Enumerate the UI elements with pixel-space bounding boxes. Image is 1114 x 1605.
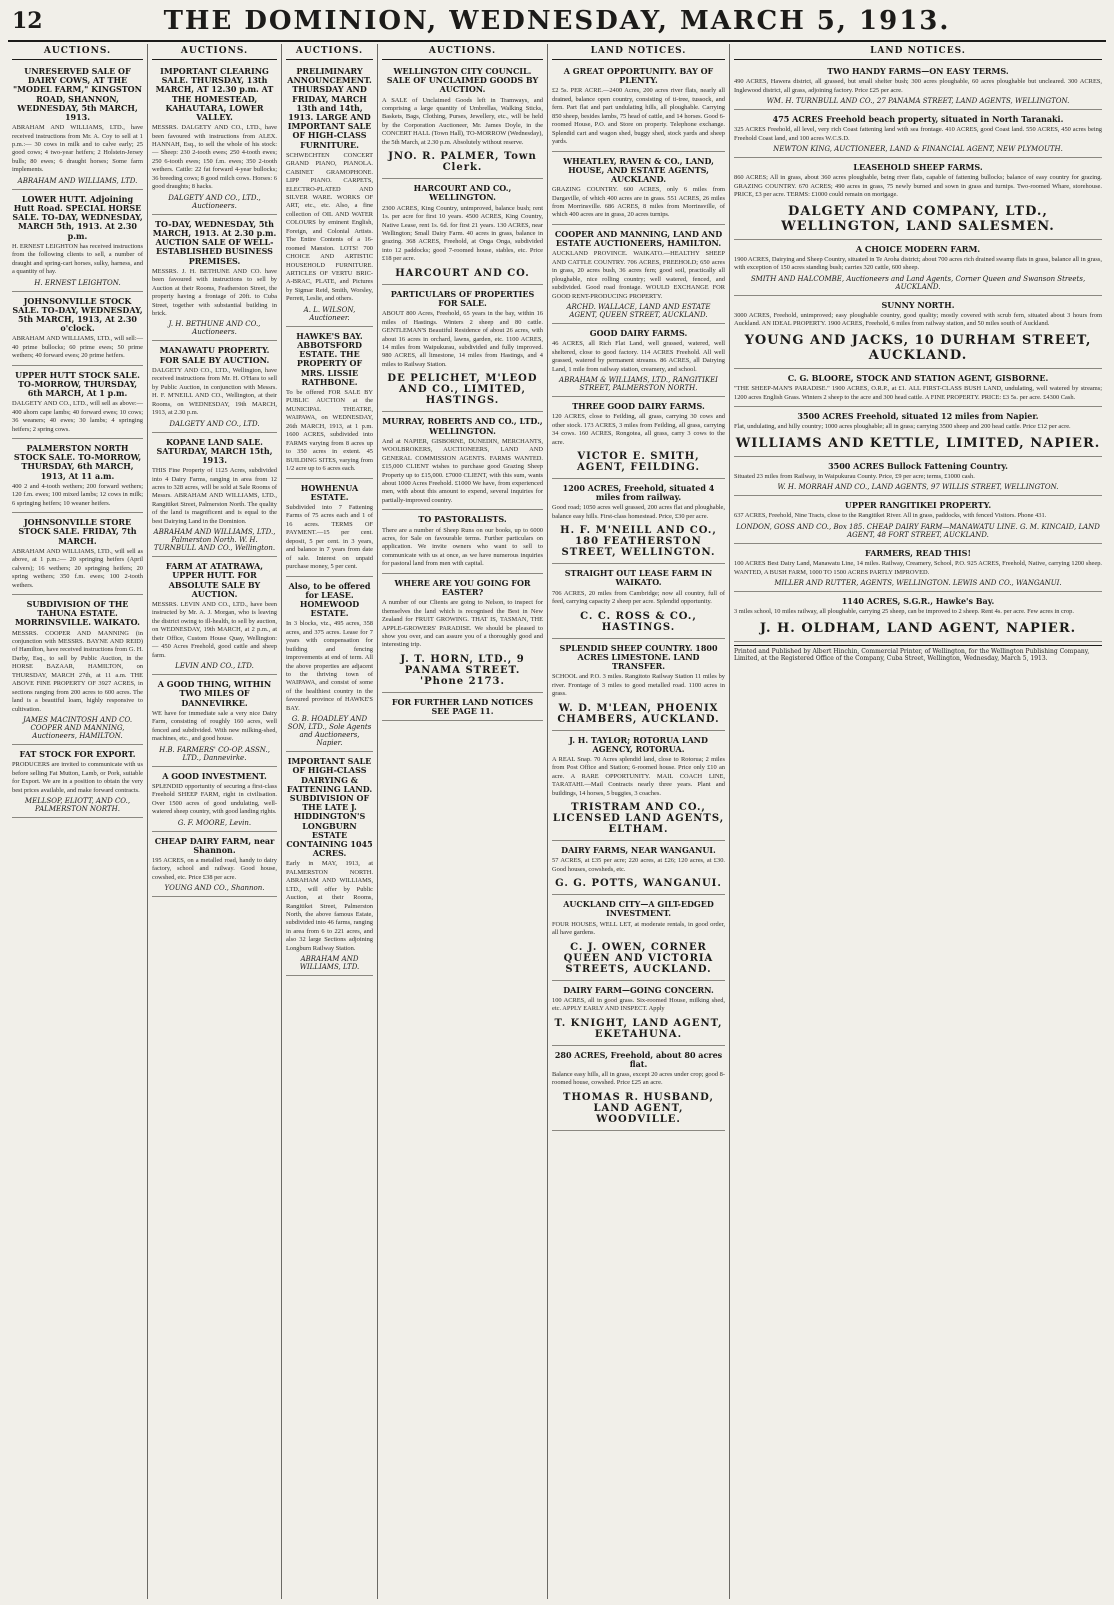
ad-title: UPPER HUTT STOCK SALE. TO-MORROW, THURSDAY, 6th MARCH, At 1 p.m. (15, 369, 140, 399)
advertisement (552, 227, 725, 324)
ad-signature: MILLER AND RUTTER, AGENTS, WELLINGTON. LEWIS AND CO., WANGANUI. (774, 579, 1062, 588)
ad-signature: HARCOURT AND CO. (395, 267, 530, 279)
masthead (8, 4, 1106, 42)
ad-title: 1200 ACRES, Freehold, situated 4 miles from railway. (562, 483, 715, 503)
ad-body: GRAZING COUNTRY. 600 ACRES, only 6 miles from Dargaville, of which 400 acres are in grass. 551 ACRES, 26 miles from Morrinsville. 686 ACRES, 8 miles from Morrinsville, of which 400 acres are in grass, 20 acres turnips. (552, 186, 725, 219)
ad-body: 46 ACRES, all Rich Flat Land, well grassed, watered, well sheltered, close to good factory. 114 ACRES Freehold. All well grassed, watered by permanent streams. 86 ACRES, all Dairying Land, 1 mile from railway station, creamery, and school. (552, 340, 725, 373)
ad-signature: LONDON, GOSS AND CO., Box 185. CHEAP DAIRY FARM—MANAWATU LINE. G. M. KINCAID, LAND AGENT, 48 FORT STREET, AUCKLAND. (736, 522, 1100, 539)
ad-body: 637 ACRES, Freehold, Nine Tracts, close to the Rangitikei River. All in grass, paddocks, with fenced Visitors. Phone 431. (734, 512, 1047, 520)
ad-body: 490 ACRES, Hawera district, all grassed, but small shelter bush; 300 acres ploughable, 60 acres ploughable but uncleared. 300 ACRES, Inglewood district, all grass, adjoining factory. Price £25 per acre. (734, 78, 1102, 94)
ad-title: 280 ACRES, Freehold, about 80 acres flat. (554, 1049, 723, 1069)
ad-body: ABOUT 800 Acres, Freehold, 65 years in the bay, within 16 miles of Hastings. Winters 2 sheep and 80 cattle. GENTLEMAN'S Beautiful Residence of about 26 acres, with about 16 acres in orchard, lawns, garden, etc. 1100 ACRES, 14 miles from Waipukurau, subdivided and fully improved. 980 ACRES, all limestone, 14 miles from Hastings, and 4 miles to Railway Station. (382, 310, 543, 368)
ad-title: SUNNY NORTH. (881, 299, 955, 310)
ad-title: HARCOURT AND CO., WELLINGTON. (413, 183, 512, 203)
ad-title: FARM AT ATATRAWA, UPPER HUTT. FOR ABSOLUTE SALE BY AUCTION. (165, 561, 264, 599)
ad-signature: YOUNG AND JACKS, 10 DURHAM STREET, AUCKLAND. (744, 332, 1092, 363)
advertisement (12, 597, 143, 745)
ad-body: 706 ACRES, 20 miles from Cambridge; now all country, full of feed, carrying capacity 2 sheep per acre. Splendid opportunity. (552, 589, 725, 606)
ad-title: TO-DAY, WEDNESDAY, 5th MARCH, 1913. At 2.30 p.m. AUCTION SALE OF WELL-ESTABLISHED BUSINESS PREMISES. (152, 218, 277, 266)
ad-title: IMPORTANT CLEARING SALE. THURSDAY, 13th MARCH, AT 12.30 p.m. AT THE HOMESTEAD, KAHAUTARA, LOWER VALLEY. (155, 66, 274, 122)
ad-signature: H. ERNEST LEIGHTON. (34, 278, 121, 287)
ad-body: MESSRS. LEVIN AND CO., LTD., have been instructed by Mr. A. J. Morgan, who is leaving the district owing to ill-health, to sell by auction, on WEDNESDAY, 19th MARCH, at 2 p.m., at their Office, Custom House Quay, Wellington:— 450 Acres Freehold, good cattle and sheep farm. (152, 600, 277, 659)
ad-title: KOPANE LAND SALE. SATURDAY, MARCH 15th, 1913. (156, 436, 273, 465)
ad-body: DALGETY AND CO., LTD., Wellington, have received instructions from Mr. H. O'Hara to sell by Public Auction, in conjunction with Messrs. H. F. M'NEILL AND CO., Wellington, at their Rooms, on WEDNESDAY, 19th MARCH, 1913, at 2.30 p.m. (152, 366, 277, 417)
ad-body: AUCKLAND PROVINCE. WAIKATO.—HEALTHY SHEEP AND CATTLE COUNTRY. 706 ACRES, FREEHOLD; 650 acres in grass, 20 acres bush, 36 acres fern; good soil, practically all ploughable, nice rolling country; well watered, fenced, and subdivided. Good road frontage. WOULD EXCHANGE FOR GOOD RENT-PRODUCING PROPERTY. (552, 250, 725, 300)
ad-signature: WILLIAMS AND KETTLE, LIMITED, NAPIER. (735, 435, 1101, 451)
ad-body: 57 ACRES, at £35 per acre; 220 acres, at £26; 120 acres, at £30. Good houses, cowsheds, etc. (552, 857, 725, 873)
advertisement (734, 594, 1102, 642)
ad-title: UPPER RANGITIKEI PROPERTY. (844, 500, 992, 511)
ad-title: PRELIMINARY ANNOUNCEMENT. THURSDAY AND FRIDAY, MARCH 13th and 14th, 1913. LARGE AND IMPORTANT SALE OF HIGH-CLASS FURNITURE. (287, 66, 372, 150)
ad-signature: H. F. M'NEILL AND CO., 180 FEATHERSTON STREET, WELLINGTON. (560, 525, 717, 559)
ad-signature: JAMES MACINTOSH AND CO. COOPER AND MANNING, Auctioneers, HAMILTON. (22, 716, 133, 741)
column-3 (282, 44, 378, 1599)
ad-title: THREE GOOD DAIRY FARMS. (572, 401, 705, 412)
ad-body: £2 5s. PER ACRE.—2400 Acres, 200 acres river flats, nearly all drained, balance open country, consisting of ti-tree, tussock, and fern. Part flat and part undulating hills, all ploughable. Carrying 850 sheep, besides lambs, 75 head of cattle, and 14 horses. Good 6-roomed House, P.O. and Store on property. Telephone exchange. Splendid cart and wagon shed, buggy shed, stock yards and sheep yards. (552, 87, 725, 146)
ad-title: TO PASTORALISTS. (418, 514, 507, 525)
ad-body: 3000 ACRES, Freehold, unimproved; easy ploughable country, good quality; mostly covered with scrub fern, situated about 3 hours from Auckland. AN IDEAL PROPERTY. 1900 ACRES, Freehold, 6 miles from railway station, and 50 miles south of Auckland. (734, 312, 1102, 328)
ad-title: LEASEHOLD SHEEP FARMS. (853, 162, 983, 173)
advertisement (552, 983, 725, 1046)
ad-body: SPLENDID opportunity of securing a first-class Freehold SHEEP FARM, right in civilisation. Over 1500 acres of good undulating, well-watered sheep country, with good landing rights. (152, 782, 277, 816)
ad-title: J. H. TAYLOR; ROTORUA LAND AGENCY, ROTORUA. (569, 734, 708, 754)
ad-signature: W. H. MORRAH AND CO., LAND AGENTS, 97 WILLIS STREET, WELLINGTON. (777, 483, 1059, 492)
ad-title: C. G. BLOORE, STOCK AND STATION AGENT, GISBORNE. (787, 372, 1049, 383)
ad-body: ABRAHAM AND WILLIAMS, LTD., will sell:— 40 prime bullocks; 60 prime ewes; 50 prime wethers; 40 forward ewes; 20 prime heifers. (12, 335, 143, 360)
ad-body: 195 ACRES, on a metalled road, handy to dairy factory, school and railway. Good house, cowshed, etc. Price £38 per acre. (152, 856, 277, 881)
ad-title: WHERE ARE YOU GOING FOR EASTER? (394, 577, 531, 598)
section-heading: LAND NOTICES. (734, 44, 1102, 60)
advertisement (382, 64, 543, 179)
ad-signature: ABRAHAM & WILLIAMS, LTD., RANGITIKEI STREET, PALMERSTON NORTH. (559, 376, 718, 393)
ad-body: WE have for immediate sale a very nice Dairy Farm, consisting of roughly 160 acres, well fenced and subdivided. With new milking-shed, machines, etc., and good house. (152, 709, 277, 743)
section-heading: AUCTIONS. (382, 44, 543, 60)
column-5 (548, 44, 730, 1599)
section-heading: AUCTIONS. (12, 44, 143, 60)
advertisement (734, 371, 1102, 407)
ad-title: AUCKLAND CITY—A GILT-EDGED INVESTMENT. (563, 899, 714, 919)
ad-signature: YOUNG AND CO., Shannon. (164, 884, 265, 893)
ad-signature: C. J. OWEN, CORNER QUEEN AND VICTORIA STREETS, AUCKLAND. (563, 941, 714, 975)
advertisement (382, 695, 543, 721)
advertisement (152, 217, 277, 342)
advertisement (152, 559, 277, 675)
ad-title: TWO HANDY FARMS—ON EASY TERMS. (827, 66, 1009, 76)
ad-signature: TRISTRAM AND CO., LICENSED LAND AGENTS, ELTHAM. (552, 802, 725, 836)
ad-title: GOOD DAIRY FARMS. (589, 328, 688, 339)
ad-title: CHEAP DAIRY FARM, near Shannon. (154, 835, 275, 855)
ad-body: "THE SHEEP-MAN'S PARADISE." 1900 ACRES, O.R.P., at £1. ALL FIRST-CLASS BUSH LAND, undulating, well watered by streams; 1200 acres English Grass. Winters 2 sheep to the acre and 300 head cattle. A FINE PROPERTY. PRICE: £3 5s. per acre. £4300 Cash. (734, 385, 1102, 401)
columns (8, 44, 1106, 1599)
ad-body: To be offered FOR SALE BY PUBLIC AUCTION at the MUNICIPAL THEATRE, WAIPAWA, on WEDNESDAY, 26th MARCH, 1913, at 1 p.m. 1600 ACRES, subdivided into FARMS varying from 8 acres up to 350 acres in extent. 45 BUILDING SITES, varying from 1/2 acre up to 6 acres each. (286, 388, 373, 473)
ad-body: 3 miles school, 10 miles railway, all ploughable, carrying 25 sheep, can be improved to 2 sheep. Rent 4s. per acre. Few acres in crop. (734, 608, 1074, 616)
ad-body: Good road; 1050 acres well grassed, 200 acres flat and ploughable, balance easy hills. First-class homestead. Price, £30 per acre. (552, 504, 725, 520)
ad-body: PRODUCERS are invited to communicate with us before selling Fat Mutton, Lamb, or Pork, suitable for Export. We are in a position to obtain the very best prices available, and make forward contracts. (12, 761, 143, 794)
advertisement (286, 754, 373, 976)
ad-body: Subdivided into 7 Fattening Farms of 75 acres each and 1 of 16 acres. TERMS OF PAYMENT.—15 per cent. deposit, 5 per cent. in 3 years, and balance in 7 years from date of sale. Interest on unpaid purchase money, 5 per cent. (286, 503, 373, 571)
ad-title: JOHNSONVILLE STORE STOCK SALE. FRIDAY, 7th MARCH. (18, 517, 137, 546)
advertisement (12, 368, 143, 439)
ad-body: A SALE of Unclaimed Goods left in Tramways, and comprising a large quantity of Umbrellas, Walking Sticks, Baskets, Bags, Clothing, Purses, Jewellery, etc., will be held by the Corporation Auctioneer, Mr. James Doyle, in the CONCERT HALL (Town Hall), TO-MORROW (Wednesday), the 5th March, at 2.30 p.m. Absolutely without reserve. (382, 96, 543, 146)
imprint: Printed and Published by Albert Hinchin, Commercial Printer, of Wellington, for the Wellington Publishing Company, Limited, at the Registered Office of the Company, Cuba Street, Wellington, Wednesday, March 5, 1913. (734, 645, 1102, 664)
ad-signature: G. G. POTTS, WANGANUI. (555, 878, 722, 890)
advertisement (12, 515, 143, 595)
ad-body: FOUR HOUSES, WELL LET, at moderate rentals, in good order, all have gardens. (552, 920, 725, 937)
ad-body: 100 ACRES, all in good grass. Six-roomed House, milking shed, etc. APPLY EARLY AND INSPECT. Apply (552, 996, 725, 1013)
section-heading: AUCTIONS. (286, 44, 373, 60)
ad-title: PARTICULARS OF PROPERTIES FOR SALE. (390, 288, 535, 309)
ad-title: FOR FURTHER LAND NOTICES SEE PAGE 11. (391, 696, 534, 717)
ad-signature: A. L. WILSON, Auctioneer. (303, 305, 356, 322)
advertisement (12, 192, 143, 292)
advertisement (552, 733, 725, 842)
advertisement (552, 843, 725, 895)
ad-title: DAIRY FARMS, NEAR WANGANUI. (561, 845, 716, 856)
advertisement (286, 329, 373, 479)
masthead-title: THE DOMINION, WEDNESDAY, MARCH 5, 1913. (163, 6, 951, 36)
ad-signature: J. H. BETHUNE AND CO., Auctioneers. (168, 320, 261, 337)
advertisement (734, 298, 1102, 369)
ad-title: WHEATLEY, RAVEN & CO., LAND, HOUSE, AND ESTATE AGENTS, AUCKLAND. (563, 155, 714, 184)
ad-body: There are a number of Sheep Runs on our books, up to 6000 acres, for Sale on favourable terms. Further particulars on application. We invite owners who want to sell to communicate with us at once, as we have numerous inquiries for pastoral land from men with capital. (382, 526, 543, 568)
page-number: 12 (12, 8, 43, 34)
ad-body: 400 2 and 4-tooth wethers; 200 forward wethers; 120 f.m. ewes; 100 mixed lambs; 12 cows in milk; 6 springing heifers; 10 weaner heifers. (12, 482, 143, 507)
ad-signature: DALGETY AND COMPANY, LTD., WELLINGTON, LAND SALESMEN. (781, 203, 1055, 234)
advertisement (734, 459, 1102, 497)
advertisement (286, 579, 373, 753)
ad-body: A number of our Clients are going to Nelson, to inspect for themselves the land which is recognised the Best in New Zealand for FRUIT GROWING. THAT IS, TASMAN, THE APPLE-GROWERS' PARADISE. We should be pleased to show you over, and can assure you of a thoroughly good and interesting trip. (382, 599, 543, 649)
ad-title: A GREAT OPPORTUNITY. BAY OF PLENTY. (563, 66, 714, 86)
ad-signature: H.B. FARMERS' CO-OP. ASSN., LTD., Dannevirke. (159, 745, 270, 762)
advertisement (382, 287, 543, 413)
ad-signature: ABRAHAM AND WILLIAMS, LTD. (299, 955, 360, 972)
ad-signature: G. B. HOADLEY AND SON, LTD., Sole Agents and Auctioneers, Napier. (287, 715, 372, 748)
ad-signature: DALGETY AND CO., LTD., Auctioneers. (168, 193, 261, 210)
ad-signature: J. T. HORN, LTD., 9 PANAMA STREET. 'Phone 2173. (400, 653, 525, 687)
ad-body: In 3 blocks, viz., 495 acres, 358 acres, and 375 acres. Lease for 7 years with compensation for building and fencing improvements at end of term. All the above properties are adjacent to the thriving town of WAIPAWA, and consist of some of the healthiest country in the favoured province of HAWKE'S BAY. (286, 620, 373, 712)
ad-body: 2300 ACRES, King Country, unimproved, balance bush; rent 1s. per acre for first 10 years. 4500 ACRES, King Country, Native Lease, rent 1s. 6d. for first 21 years. 130 ACRES, near Wellington; Small Dairy Farm. 40 acres in grass, balance in grazing. 368 ACRES, Freehold, at Onga Onga, subdivided into 12 paddocks; good 7-roomed house, stables, etc. Price £18 per acre. (382, 204, 543, 263)
advertisement (382, 576, 543, 693)
advertisement (552, 897, 725, 980)
ad-body: SCHOOL and P.O. 3 miles. Rangitoto Railway Station 11 miles by river. Frontage of 3 miles to good metalled road. 1100 acres in grass. (552, 673, 725, 698)
ad-body: ABRAHAM AND WILLIAMS, LTD., have received instructions from Mr. A. Coy to sell at 1 p.m.:— 30 cows in milk and to calve early; 25 good cows; 4 two-year heifers; 2 Holstein-Jersey bulls; 80 ewes; 6 draught horses; Some farm implements. (12, 124, 143, 174)
ad-body: MESSRS. COOPER AND MANNING (in conjunction with MESSRS. BAYNE AND REID) of Hamilton, have received instructions from G. H. Darby, Esq., to sell by Public Auction, in the HORSE BAZAAR, HAMILTON, on THURSDAY, MARCH 27th, at 11 a.m. THE ABOVE FINE PROPERTY OF 3927 ACRES, in sections ranging from 200 acres to 600 acres. The land is a beautiful loam, highly responsive to cultivation. (12, 629, 143, 713)
advertisement (552, 64, 725, 152)
section-heading: AUCTIONS. (152, 44, 277, 60)
advertisement (152, 769, 277, 832)
ad-signature: MELLSOP, ELIOTT, AND CO., PALMERSTON NORTH. (24, 797, 131, 814)
ad-title: UNRESERVED SALE OF DAIRY COWS, AT THE "MODEL FARM," KINGSTON ROAD, SHANNON, WEDNESDAY, 5th MARCH, 1913. (13, 66, 142, 122)
ad-title: JOHNSONVILLE STOCK SALE. TO-DAY, WEDNESDAY, 5th MARCH, 1913, At 2.30 o'clock. (12, 295, 143, 334)
advertisement (286, 481, 373, 577)
ad-signature: THOMAS R. HUSBAND, LAND AGENT, WOODVILLE. (563, 1091, 714, 1125)
ad-signature: JNO. R. PALMER, Town Clerk. (388, 151, 537, 174)
advertisement (552, 399, 725, 479)
ad-signature: WM. H. TURNBULL AND CO., 27 PANAMA STREET, LAND AGENTS, WELLINGTON. (766, 97, 1070, 106)
ad-title: A GOOD INVESTMENT. (162, 770, 267, 781)
ad-title: 3500 ACRES Bullock Fattening Country. (828, 460, 1008, 471)
ad-title: LOWER HUTT. Adjoining Hutt Road. SPECIAL HORSE SALE. TO-DAY, WEDNESDAY, MARCH 5th, 1913. At 2.30 p.m. (12, 193, 143, 241)
column-4 (378, 44, 548, 1599)
ad-signature: DE PELICHET, M'LEOD AND CO., LIMITED, HASTINGS. (387, 373, 538, 407)
ad-body: 1900 ACRES, Dairying and Sheep Country, situated in Te Aroha district; about 700 acres rich drained swamp flats in grass, balance all in grass, with exception of 150 acres standing bush; carries 320 cattle, 600 sheep. (734, 255, 1102, 272)
advertisement (382, 414, 543, 510)
ad-title: PALMERSTON NORTH STOCK SALE. TO-MORROW, THURSDAY, 6th MARCH, 1913, At 11 a.m. (13, 443, 142, 481)
ad-signature: NEWTON KING, AUCTIONEER, LAND & FINANCIAL AGENT, NEW PLYMOUTH. (773, 145, 1063, 154)
ad-body: 100 ACRES Best Dairy Land, Manawatu Line, 14 miles. Railway, Creamery, School, P.O. 925 ACRES, Freehold, Native, carrying 1200 sheep. WANTED, A BUSH FARM, 1000 TO 1500 ACRES PARTLY IMPROVED. (734, 560, 1102, 576)
ad-title: HOWHENUA ESTATE. (300, 482, 359, 502)
ad-signature: C. C. ROSS & CO., HASTINGS. (580, 610, 697, 633)
advertisement (152, 343, 277, 432)
ad-title: MURRAY, ROBERTS AND CO., LTD., WELLINGTON. (382, 416, 543, 436)
ad-title: SUBDIVISION OF THE TAHUNA ESTATE. MORRINSVILLE. WAIKATO. (15, 599, 140, 628)
advertisement (552, 566, 725, 638)
ad-body: 120 ACRES, close to Feilding, all grass, carrying 30 cows and other stock. 173 ACRES, 3 miles from Feilding, all grass, carrying 34 cows. 160 ACRES, Rongotea, all grass, carry 3 cows to the acre. (552, 413, 725, 446)
ad-title: IMPORTANT SALE OF HIGH-CLASS DAIRYING & FATTENING LAND. SUBDIVISION OF THE LATE J. HIDDINGTON'S LONGBURN ESTATE CONTAINING 1045 ACRES. (286, 756, 373, 859)
advertisement (152, 677, 277, 766)
advertisement (382, 181, 543, 285)
advertisement (734, 546, 1102, 592)
ad-body: MESSRS. DALGETY AND CO., LTD., have been favoured with instructions from ALEX. HANNAH, Esq., to sell the whole of his stock:— Sheep: 230 2-tooth ewes; 250 4-tooth ewes; 250 6-tooth ewes; 150 f.m. ewes; 350 2-tooth wethers. Cattle: 22 fat forward 4-year bullocks; 36 breeding cows; 8 good milch cows. Horses: 6 good draughts; 8 hacks. (152, 124, 277, 191)
advertisement (552, 154, 725, 225)
ad-signature: G. F. MOORE, Levin. (177, 818, 252, 827)
ad-body: ABRAHAM AND WILLIAMS, LTD., will sell as above, at 1 p.m.:— 20 springing heifers (April calvers); 16 wethers; 20 springing heifers; 20 spring wethers; 350 f.m. ewes; 100 2-tooth wethers. (12, 547, 143, 589)
advertisement (734, 409, 1102, 457)
ad-signature: ARCHD. WALLACE, LAND AND ESTATE AGENT, QUEEN STREET, AUCKLAND. (566, 303, 711, 320)
advertisement (286, 64, 373, 327)
ad-body: Early in MAY, 1913, at PALMERSTON NORTH. ABRAHAM AND WILLIAMS, LTD., will offer by Public Auction, at their Rooms, Rangitikei Street, Palmerston North, the above famous Estate, subdivided into 46 farms, ranging in area from 6 to 221 acres, and also 32 large Sections adjoining Longburn Railway Station. (286, 860, 373, 952)
ad-title: COOPER AND MANNING, LAND AND ESTATE AUCTIONEERS, HAMILTON. (554, 228, 723, 249)
ad-body: Situated 23 miles from Railway, in Waipukurau County. Price, £9 per acre; terms, £1000 cash. (734, 472, 975, 480)
ad-title: A CHOICE MODERN FARM. (855, 243, 981, 254)
ad-body: SCHWECHTEN CONCERT GRAND PIANO, PIANOLA. CABINET GRAMOPHONE. LIPP PIANO. CARPETS, ELECTRO-PLATED AND SILVER WARE. WORKS OF ART, etc., etc. Also, a fine collection of OIL AND WATER COLOURS by eminent English, Foreign, and Colonial Artists. The Entire Contents of a 16-roomed Mansion. LOTS! 700 CHOICE AND ARTISTIC HOUSEHOLD FURNITURE. ARTICLES OF VERTU BRIC-A-BRAC, PLATE, and Pictures by Sigmar Reid, Smith, Worsley, Perrett, Leslie, and others. (286, 151, 373, 303)
advertisement (12, 294, 143, 366)
ad-title: SPLENDID SHEEP COUNTRY. 1800 ACRES LIMESTONE. LAND TRANSFER. (559, 642, 718, 671)
ad-title: MANAWATU PROPERTY. FOR SALE BY AUCTION. (159, 345, 270, 365)
advertisement (552, 1048, 725, 1131)
advertisement (152, 834, 277, 898)
ad-title: A GOOD THING, WITHIN TWO MILES OF DANNEVIRKE. (157, 679, 272, 708)
advertisement (382, 512, 543, 573)
column-1 (8, 44, 148, 1599)
ad-signature: SMITH AND HALCOMBE, Auctioneers and Land Agents, Corner Queen and Swanson Streets, AUCKLAND. (750, 274, 1086, 291)
ad-signature: T. KNIGHT, LAND AGENT, EKETAHUNA. (554, 1017, 723, 1040)
ad-title: Also, to be offered for LEASE. HOMEWOOD ESTATE. (288, 580, 371, 619)
advertisement (734, 160, 1102, 240)
ad-body: THIS Fine Property of 1125 Acres, subdivided into 4 Dairy Farms, ranging in area from 12 acres to 328 acres, will be sold at Sale Rooms of Messrs. ABRAHAM AND WILLIAMS, LTD., Rangitikei Street, Palmerston North. The quality of the land is magnificent and is equal to the best Dairying Land in the Dominion. (152, 467, 277, 525)
section-heading: LAND NOTICES. (552, 44, 725, 60)
ad-body: 860 ACRES; All in grass, about 360 acres ploughable, being river flats, capable of fattening bullocks; balance of easy country for grazing. GRAZING COUNTRY. 670 ACRES; 490 acres in grass, 75 newly burned and sown in grass and turnips. Two-roomed Whare, storehouse. PRICE, £3 per acre. TERMS: £1000 could remain on mortgage. (734, 174, 1102, 199)
ad-body: Balance easy hills, all in grass, except 20 acres under crop; good 8-roomed house, cowshed. Price £25 an acre. (552, 1070, 725, 1087)
ad-signature: ABRAHAM AND WILLIAMS, LTD., Palmerston North. W. H. TURNBULL AND CO., Wellington. (153, 528, 276, 553)
ad-body: Flat, undulating, and hilly country; 1000 acres ploughable; all in grass; carrying 3500 sheep and 200 head cattle. Price £12 per acre. (734, 423, 1071, 431)
advertisement (152, 64, 277, 215)
ad-signature: LEVIN AND CO., LTD. (175, 662, 254, 671)
advertisement (152, 435, 277, 558)
advertisement (734, 112, 1102, 158)
ad-body: 325 ACRES Freehold, all level, very rich Coast fattening land with sea frontage. 410 ACRES, good Coast land. 550 ACRES, 450 acres being Freehold Coast land, and 100 acres W.C.S.D. (734, 126, 1102, 142)
ad-body: H. ERNEST LEIGHTON has received instructions from the following clients to sell, a number of draught and spring-cart horses, sulky, harness, and a quantity of hay. (12, 242, 143, 276)
ad-title: 1140 ACRES, S.G.R., Hawke's Bay. (841, 596, 995, 607)
ad-title: 475 ACRES Freehold beach property, situated in North Taranaki. (772, 114, 1064, 125)
advertisement (734, 64, 1102, 110)
column-2 (148, 44, 282, 1599)
ad-title: FARMERS, READ THIS! (865, 547, 971, 558)
advertisement (12, 747, 143, 818)
ad-body: MESSRS. J. H. BETHUNE AND CO. have been favoured with instructions to sell by Auction at their Rooms, Featherston Street, the property having a frontage of 20ft. to Cuba Street, together with substantial building in brick. (152, 267, 277, 317)
ad-body: A REAL Snap. 70 Acres splendid land, close to Rotorua; 2 miles from Post Office and Station; 6-roomed house. Price only £10 an acre. A RARE OPPORTUNITY. MAIL COACH LINE, TARATAHI.—Mail Contracts nearly three years. Plant and buildings, 14 horses, 5 buggies, 3 coaches. (552, 755, 725, 797)
advertisement (12, 64, 143, 190)
ad-title: DAIRY FARM—GOING CONCERN. (563, 984, 714, 995)
advertisement (552, 326, 725, 397)
column-6 (730, 44, 1106, 1599)
ad-title: STRAIGHT OUT LEASE FARM IN WAIKATO. (564, 568, 713, 588)
ad-body: And at NAPIER, GISBORNE, DUNEDIN, MERCHANTS, WOOLBROKERS, AUCTIONEERS, LAND AND GENERAL COMMISSION AGENTS. FARMS WANTED. £15,000 CLIENT wishes to purchase good Grazing Sheep Property up to £15,000. £7000 CLIENT, with this sum, wants about 1000 Acres Freehold. £1000 We have, from experienced men, with about this amount to expend, several inquiries for partially-improved country. (382, 437, 543, 504)
ad-signature: VICTOR E. SMITH, AGENT, FEILDING. (577, 451, 700, 474)
advertisement (12, 441, 143, 513)
ad-title: FAT STOCK FOR EXPORT. (19, 749, 136, 760)
ad-title: HAWKE'S BAY. ABBOTSFORD ESTATE. THE PROPERTY OF MRS. LISSIE RATHBONE. (296, 330, 363, 387)
ad-signature: J. H. OLDHAM, LAND AGENT, NAPIER. (759, 620, 1077, 636)
advertisement (734, 242, 1102, 296)
ad-signature: DALGETY AND CO., LTD. (169, 419, 260, 428)
ad-signature: ABRAHAM AND WILLIAMS, LTD. (17, 176, 138, 185)
ad-title: 3500 ACRES Freehold, situated 12 miles from Napier. (797, 411, 1039, 422)
ad-signature: W. D. M'LEAN, PHOENIX CHAMBERS, AUCKLAND. (557, 702, 720, 725)
advertisement (552, 641, 725, 731)
advertisement (552, 481, 725, 564)
advertisement (734, 498, 1102, 544)
ad-body: DALGETY AND CO., LTD., will sell as above:— 400 ahorn cape lambs; 40 forward ewes; 10 cows; 36 weaners; 40 ewes; 30 lambs; 4 springing heifers; 2 spring cows. (12, 400, 143, 433)
ad-title: WELLINGTON CITY COUNCIL. SALE OF UNCLAIMED GOODS BY AUCTION. (386, 66, 539, 95)
